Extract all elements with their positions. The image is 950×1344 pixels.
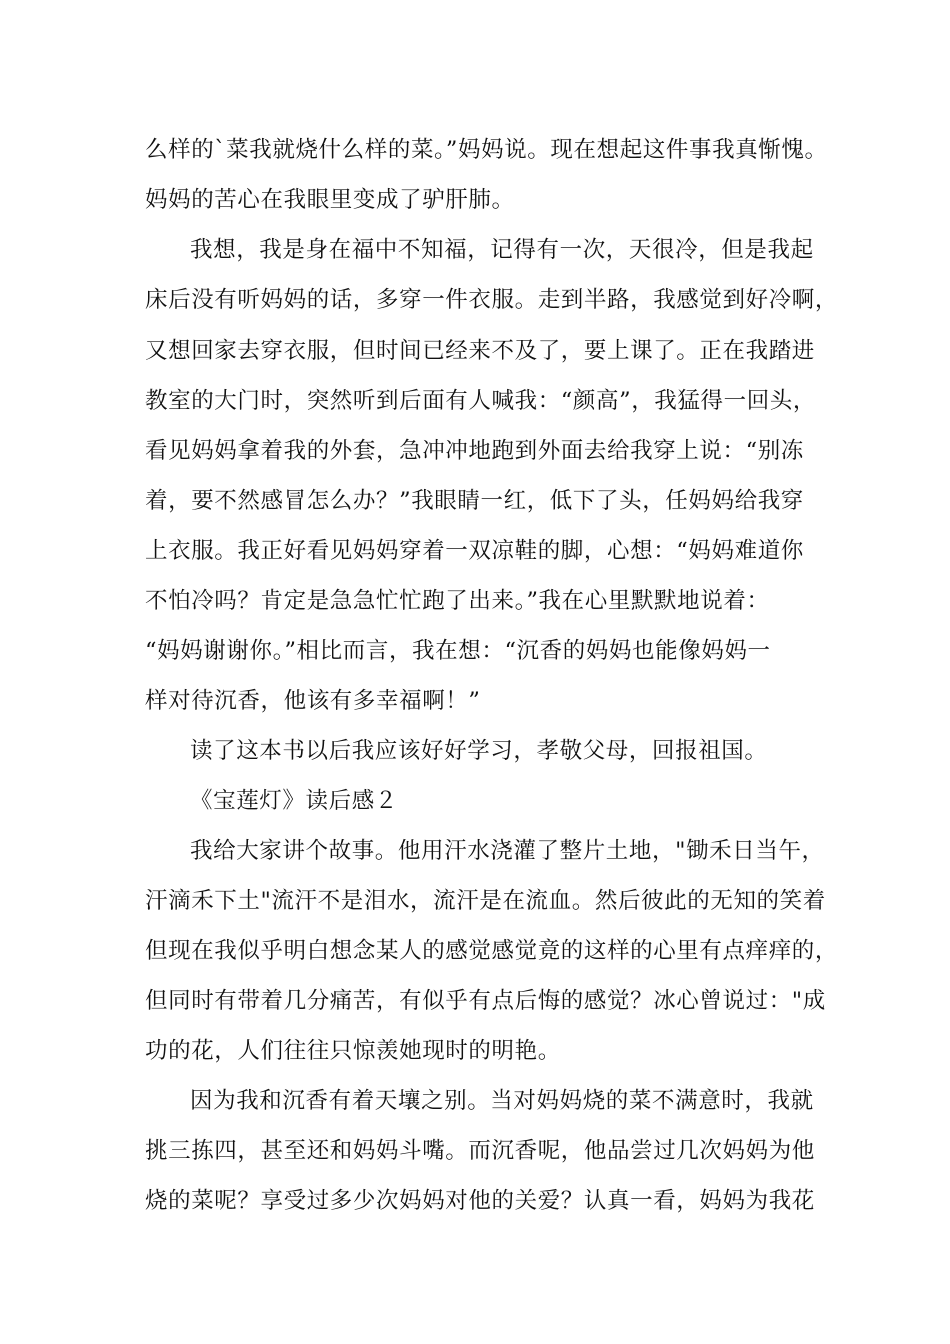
paragraph-start-line: 读了这本书以后我应该好好学习，孝敬父母，回报祖国。 bbox=[190, 738, 768, 764]
text-line: 教室的大门时，突然听到后面有人喊我：“颜高”，我猛得一回头， bbox=[145, 388, 817, 414]
text-line: 妈妈的苦心在我眼里变成了驴肝肺。 bbox=[145, 187, 515, 213]
text-line: 着，要不然感冒怎么办？”我眼睛一红，低下了头，任妈妈给我穿 bbox=[145, 488, 804, 514]
text-line: 看见妈妈拿着我的外套，急冲冲地跑到外面去给我穿上说：“别冻 bbox=[145, 438, 804, 464]
text-line: 但同时有带着几分痛苦，有似乎有点后悔的感觉？冰心曾说过："成 bbox=[145, 988, 826, 1014]
text-line: 烧的菜呢？享受过多少次妈妈对他的关爱？认真一看，妈妈为我花 bbox=[145, 1188, 815, 1214]
text-line: 么样的`菜我就烧什么样的菜。”妈妈说。现在想起这件事我真惭愧。 bbox=[145, 137, 828, 163]
text-line: 功的花，人们往往只惊羡她现时的明艳。 bbox=[145, 1038, 561, 1064]
text-line: 挑三拣四，甚至还和妈妈斗嘴。而沉香呢，他品尝过几次妈妈为他 bbox=[145, 1138, 815, 1164]
text-line: 床后没有听妈妈的话，多穿一件衣服。走到半路，我感觉到好冷啊， bbox=[145, 287, 839, 313]
paragraph-start-line: 我给大家讲个故事。他用汗水浇灌了整片土地，"锄禾日当午， bbox=[190, 838, 825, 864]
paragraph-start-line: 我想，我是身在福中不知福，记得有一次，天很冷，但是我起 bbox=[190, 237, 814, 263]
text-line: “妈妈谢谢你。”相比而言，我在想：“沉香的妈妈也能像妈妈一 bbox=[145, 638, 771, 664]
paragraph-start-line: 因为我和沉香有着天壤之别。当对妈妈烧的菜不满意时，我就 bbox=[190, 1088, 814, 1114]
text-line: 但现在我似乎明白想念某人的感觉感觉竟的这样的心里有点痒痒的， bbox=[145, 938, 839, 964]
text-line: 又想回家去穿衣服，但时间已经来不及了，要上课了。正在我踏进 bbox=[145, 338, 815, 364]
text-line: 样对待沉香，他该有多幸福啊！” bbox=[145, 688, 481, 714]
text-line: 不怕冷吗？肯定是急急忙忙跑了出来。”我在心里默默地说着： bbox=[145, 588, 770, 614]
section-title: 《宝莲灯》读后感２ bbox=[190, 788, 398, 814]
text-line: 上衣服。我正好看见妈妈穿着一双凉鞋的脚，心想：“妈妈难道你 bbox=[145, 538, 804, 564]
text-line: 汗滴禾下土"流汗不是泪水，流汗是在流血。然后彼此的无知的笑着 bbox=[145, 888, 826, 914]
